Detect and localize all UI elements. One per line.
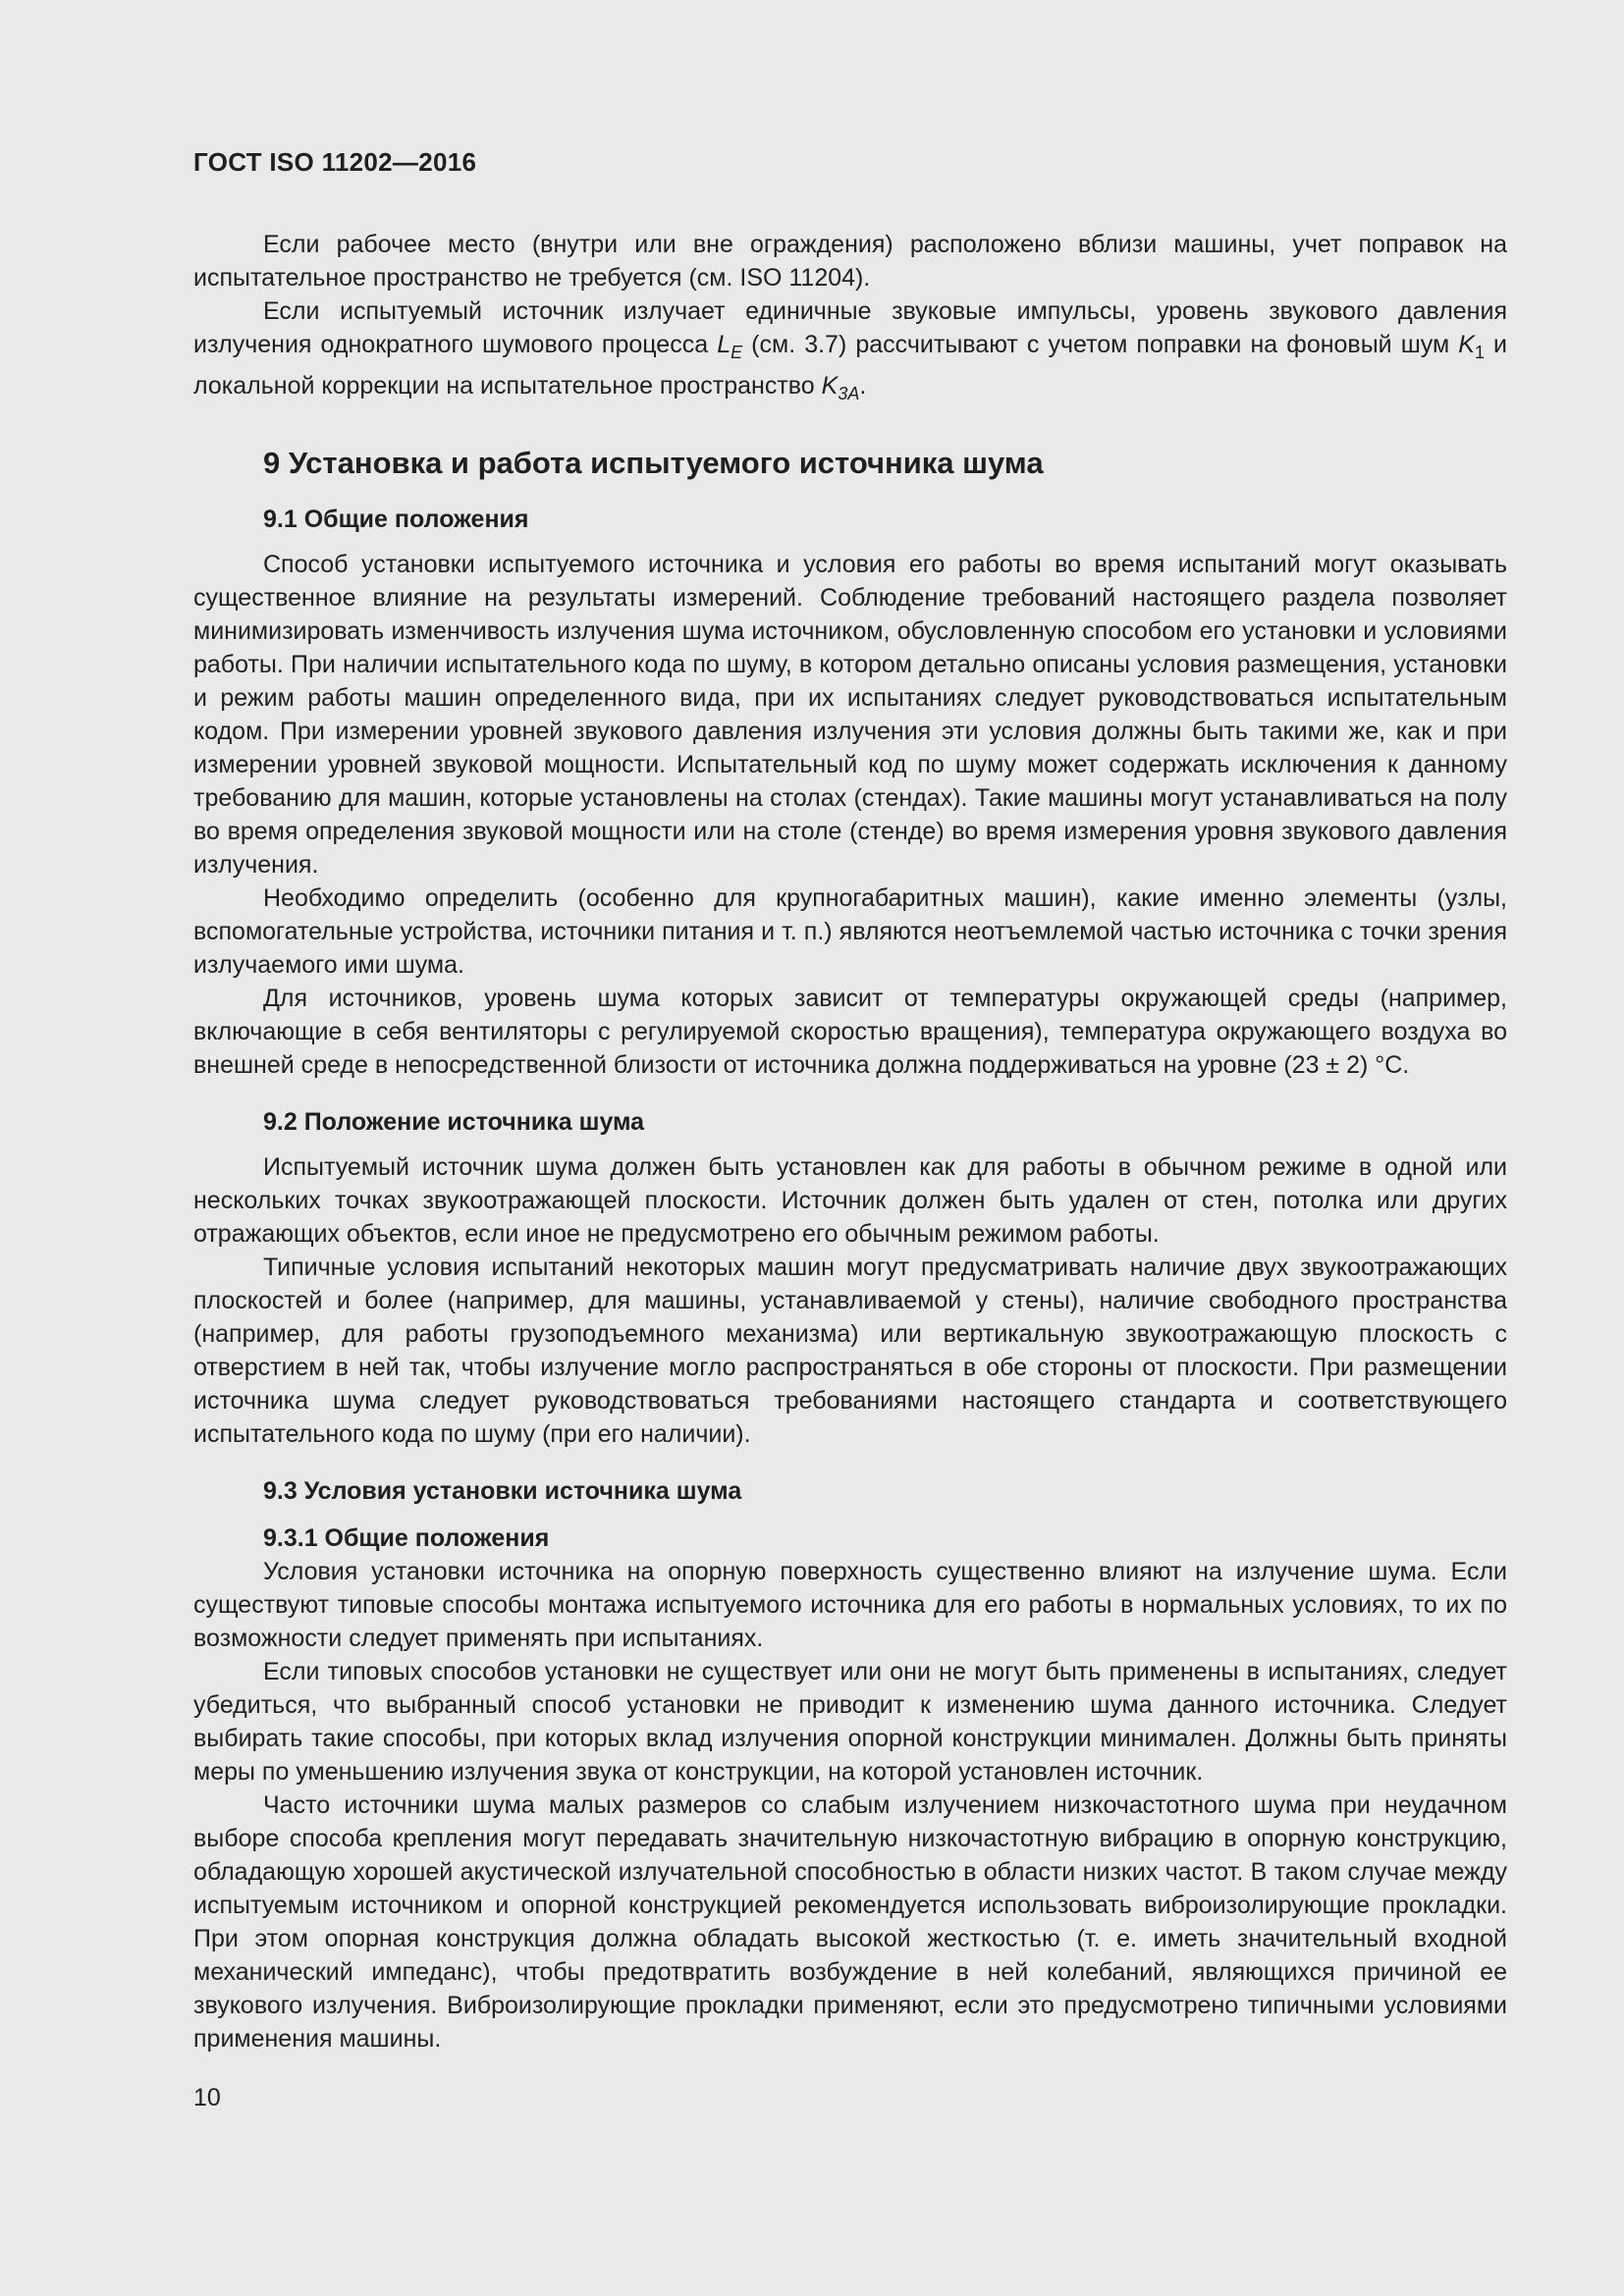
section-9-title: 9 Установка и работа испытуемого источника шума xyxy=(263,446,1044,480)
page-number: 10 xyxy=(193,2084,221,2111)
document-code-header: ГОСТ ISO 11202—2016 xyxy=(193,147,477,177)
page-content xyxy=(193,228,1507,2056)
subscript-3A: 3A xyxy=(838,384,860,403)
section-9-1-title: 9.1 Общие положения xyxy=(263,506,529,533)
section-9-1-paragraph: Способ установки испытуемого источника и условия его работы во время испытаний могут оказывать существенное влияние на результаты измерений. Соблюдение требований настоящего раздела позволяет минимизировать изменчивость излучения шума источником, обусловленную способом его установки и условиями работы. При наличии испытательного кода по шуму, в котором детально описаны условия размещения, установки и режим работы машин определенного вида, при их испытаниях следует руководствоваться испытательным кодом. При измерении уровней звукового давления излучения эти условия должны быть такими же, как и при измерении уровней звуковой мощности. Испытательный код по шуму может содержать исключения к данному требованию для машин, которые установлены на столах (стендах). Такие машины могут устанавливаться на полу во время определения звуковой мощности или на столе (стенде) во время измерения уровня звукового давления излучения. xyxy=(193,551,1507,879)
section-9-3-1-paragraph: Условия установки источника на опорную поверхность существенно влияют на излучение шума. Если существуют типовые способы монтажа испытуемого источника для его работы в нормальных условиях, то их по возможности следует применять при испытаниях. xyxy=(193,1558,1507,1652)
intro-p2-text-3: и локальной коррекции на испытательное пространство xyxy=(193,331,1508,400)
intro-paragraph-1: Если рабочее место (внутри или вне ограждения) расположено вблизи машины, учет поправок на испытательное пространство не требуется (см. ISO 11204). xyxy=(193,231,1507,292)
section-9-3-1-paragraph: Если типовых способов установки не существует или они не могут быть применены в испытаниях, следует убедиться, что выбранный способ установки не приводит к изменению шума данного источника. Следует выбирать такие способы, при которых вклад излучения опорной конструкции минимален. Должны быть приняты меры по уменьшению излучения звука от конструкции, на которой установлен источник. xyxy=(193,1658,1507,1786)
intro-paragraph-2 xyxy=(193,294,1507,410)
section-9-2-paragraph: Испытуемый источник шума должен быть установлен как для работы в обычном режиме в одной или нескольких точках звукоотражающей плоскости. Источник должен быть удален от стен, потолка или других отражающих объектов, если иное не предусмотрено его обычным режимом работы. xyxy=(193,1153,1507,1248)
intro-p2-text-1: Если испытуемый источник излучает единичные звуковые импульсы, уровень звукового давления излучения однократного шумового процесса xyxy=(193,297,1507,358)
symbol-L: L xyxy=(717,331,731,358)
intro-p2-text-2: (см. 3.7) рассчитывают с учетом поправки на фоновый шум xyxy=(742,331,1459,358)
symbol-K1: K xyxy=(1458,331,1475,358)
section-9-3-1-title: 9.3.1 Общие положения xyxy=(263,1524,550,1552)
section-9-1-paragraph: Для источников, уровень шума которых зависит от температуры окружающей среды (например, включающие в себя вентиляторы с регулируемой скоростью вращения), температура окружающего воздуха во внешней среде в непосредственной близости от источника должна поддерживаться на уровне (23 ± 2) °С. xyxy=(193,985,1507,1079)
section-9-3-title: 9.3 Условия установки источника шума xyxy=(263,1477,742,1505)
section-9-1-paragraph: Необходимо определить (особенно для крупногабаритных машин), какие именно элементы (узлы, вспомогательные устройства, источники питания и т. п.) являются неотъемлемой частью источника с точки зрения излучаемого ими шума. xyxy=(193,884,1507,979)
section-9-2-title: 9.2 Положение источника шума xyxy=(263,1108,645,1136)
intro-p2-text-4: . xyxy=(859,372,867,400)
symbol-K3A: K xyxy=(821,372,839,400)
subscript-E: E xyxy=(731,343,743,362)
section-9-3-1-paragraph: Часто источники шума малых размеров со слабым излучением низкочастотного шума при неудачном выборе способа крепления могут передавать значительную низкочастотную вибрацию в опорную конструкцию, обладающую хорошей акустической излучательной способностью в области низких частот. В таком случае между испытуемым источником и опорной конструкцией рекомендуется использовать виброизолирующие прокладки. При этом опорная конструкция должна обладать высокой жесткостью (т. е. иметь значительный входной механический импеданс), чтобы предотвратить возбуждение в ней колебаний, являющихся причиной ее звукового излучения. Виброизолирующие прокладки применяют, если это предусмотрено типичными условиями применения машины. xyxy=(193,1791,1507,2053)
subscript-1: 1 xyxy=(1474,343,1485,362)
section-9-2-paragraph: Типичные условия испытаний некоторых машин могут предусматривать наличие двух звукоотражающих плоскостей и более (например, для машины, устанавливаемой у стены), наличие свободного пространства (например, для работы грузоподъемного механизма) или вертикальную звукоотражающую плоскость с отверстием в ней так, чтобы излучение могло распространяться в обе стороны от плоскости. При размещении источника шума следует руководствоваться требованиями настоящего стандарта и соответствующего испытательного кода по шуму (при его наличии). xyxy=(193,1254,1507,1448)
